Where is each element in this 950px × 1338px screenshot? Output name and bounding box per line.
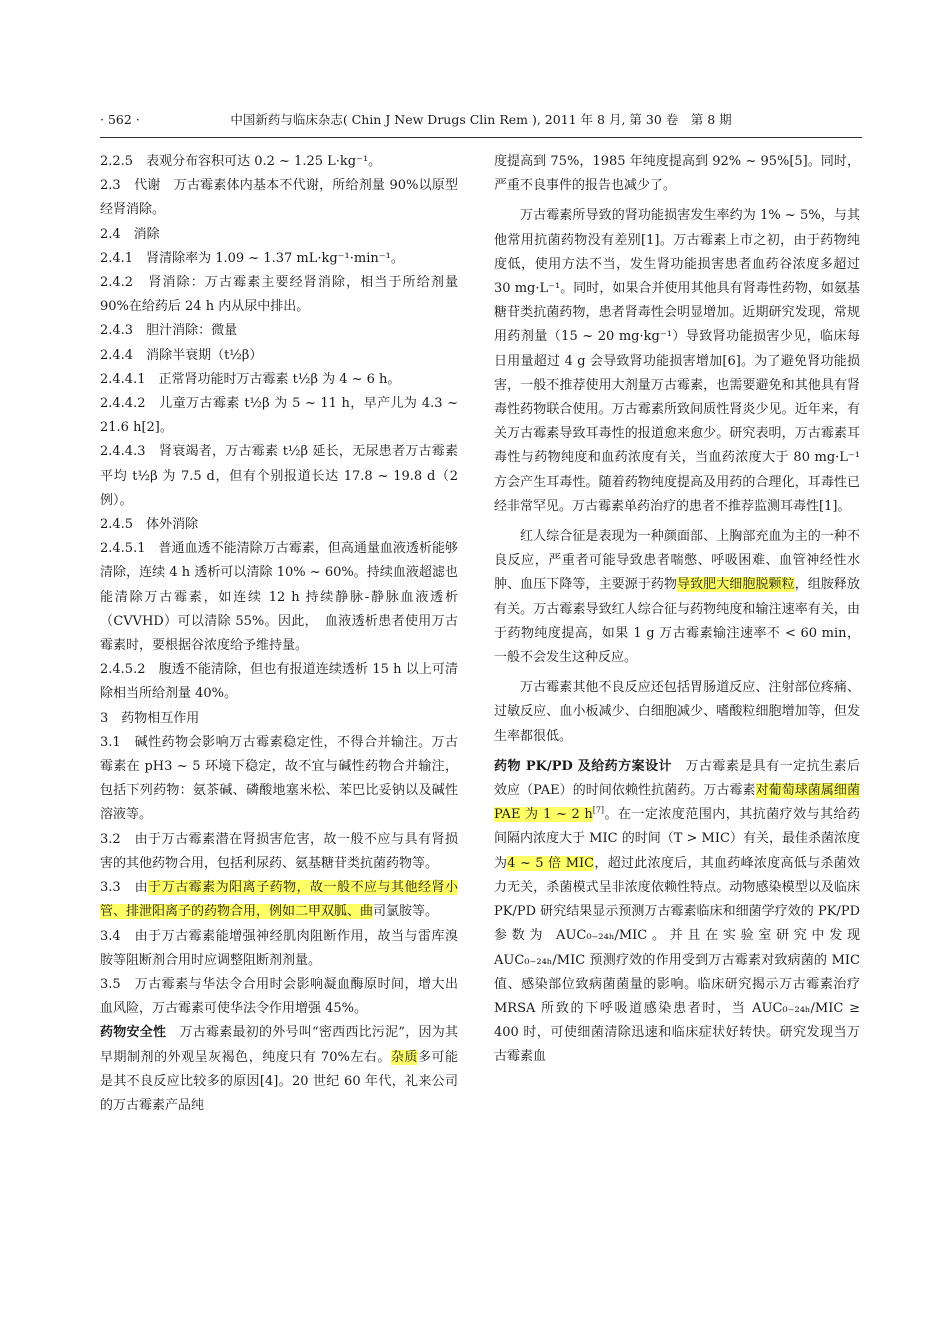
- section-3-4: 3.4 由于万古霉素能增强神经肌肉阻断作用，故当与雷库溴胺等阻断剂合用时应调整阻断剂剂量。: [100, 928, 458, 968]
- section-2-4-4: 2.4.4 消除半衰期（t½β）: [100, 347, 263, 363]
- section-3: 3 药物相互作用: [100, 710, 200, 726]
- highlight-mast-cell: 导致肥大细胞脱颗粒: [677, 577, 795, 593]
- page-number: · 562 ·: [100, 112, 140, 127]
- section-2-4-5-2: 2.4.5.2 腹透不能清除，但也有报道连续透析 15 h 以上可清除相当所给剂量 40%。: [100, 662, 458, 702]
- section-2-4-1: 2.4.1 肾清除率为 1.09 ~ 1.37 mL·kg⁻¹·min⁻¹。: [100, 250, 404, 266]
- highlight-impurity: 杂质: [390, 1049, 418, 1065]
- highlight-mic: 4 ~ 5 倍 MIC: [507, 855, 595, 871]
- section-2-4-4-3: 2.4.4.3 肾衰竭者，万古霉素 t½β 延长，无尿患者万古霉素平均 t½β 为 7.5 d，但有个别报道长达 17.8 ~ 19.8 d（2 例）。: [100, 444, 458, 508]
- section-2-4-4-2: 2.4.4.2 儿童万古霉素 t½β 为 5 ~ 11 h，早产儿为 4.3 ~ 21.6 h[2]。: [100, 396, 458, 436]
- left-column: [100, 150, 458, 1118]
- section-2-4-5: 2.4.5 体外消除: [100, 517, 199, 533]
- journal-title: 中国新药与临床杂志( Chin J New Drugs Clin Rem ), 2011 年 8 月, 第 30 卷 第 8 期: [230, 112, 732, 127]
- other-adverse-paragraph: 万古霉素其他不良反应还包括胃肠道反应、注射部位疼痛、过敏反应、血小板减少、白细胞减少、嗜酸粒细胞增加等，但发生率都很低。: [494, 680, 860, 744]
- highlight-pae: 对葡萄球菌属细菌 PAE 为 1 ~ 2 h: [494, 783, 860, 823]
- section-3-3: 3.3 由于万古霉素为阳离子药物，故一般不应与其他经肾小管、排泄阳离子的药物合用，例如二甲双胍、曲司氯胺等。: [100, 880, 458, 920]
- drug-safety-paragraph: 药物安全性 万古霉素最初的外号叫“密西西比污泥”，因为其早期制剂的外观呈灰褐色，纯度只有 70%左右。杂质多可能是其不良反应比较多的原因[4]。20 世纪 60 年代，礼来公司的万古霉素产品纯: [100, 1025, 458, 1113]
- section-2-4-2: 2.4.2 肾消除：万古霉素主要经肾消除，相当于所给剂量 90%在给药后 24 h 内从尿中排出。: [100, 275, 458, 315]
- section-3-5: 3.5 万古霉素与华法令合用时会影响凝血酶原时间，增大出血风险，万古霉素可使华法令作用增强 45%。: [100, 976, 458, 1017]
- section-2-3: 2.3 代谢 万古霉素体内基本不代谢，所给剂量 90%以原型经肾消除。: [100, 178, 458, 218]
- section-2-2-5: 2.2.5 表观分布容积可达 0.2 ~ 1.25 L·kg⁻¹。: [100, 154, 382, 169]
- purity-paragraph: 度提高到 75%，1985 年纯度提高到 92% ~ 95%[5]。同时，严重不良事件的报告也减少了。: [494, 154, 860, 194]
- page-header: [100, 110, 862, 130]
- drug-safety-heading: 药物安全性: [100, 1025, 167, 1041]
- reference-7: [7]: [592, 805, 605, 815]
- section-2-4-4-1: 2.4.4.1 正常肾功能时万古霉素 t½β 为 4 ~ 6 h。: [100, 371, 401, 387]
- red-man-syndrome-paragraph: 红人综合征是表现为一种颜面部、上胸部充血为主的一种不良反应，严重者可能导致患者喘憋、呼吸困难、血管神经性水肿、血压下降等，主要源于药物导致肥大细胞脱颗粒，组胺释放有关。万古霉素导致红人综合征与药物纯度和输注速率有关，由于药物纯度提高，如果 1 g 万古霉素输注速率不 < 60 min，一般不会发生这种反应。: [494, 529, 860, 666]
- header-rule: [100, 137, 862, 138]
- section-2-4-5-1: 2.4.5.1 普通血透不能清除万古霉素，但高通量血液透析能够清除，连续 4 h 透析可以清除 10% ~ 60%。持续血液超滤也能清除万古霉素，如连续 12 h 持续静脉-静脉血液透析（CVVHD）可以清除 55%。因此， 血液透析患者使用万古霉素时，要根据谷浓度给予维持量。: [100, 541, 458, 654]
- pkpd-heading: 药物 PK/PD 及给药方案设计: [494, 758, 672, 774]
- right-column: [494, 150, 860, 1070]
- pkpd-paragraph: 药物 PK/PD 及给药方案设计 万古霉素是具有一定抗生素后效应（PAE）的时间依赖性抗菌药。万古霉素对葡萄球菌属细菌 PAE 为 1 ~ 2 h[7]。在一定浓度范围内，其抗菌疗效与其给药间隔内浓度大于 MIC 的时间（T > MIC）有关，最佳杀菌浓度为4 ~ 5 倍 MIC，超过此浓度后，其血药峰浓度高低与杀菌效力无关，杀菌模式呈非浓度依赖性特点。动物感染模型以及临床 PK/PD 研究结果显示预测万古霉素临床和细菌学疗效的 PK/PD 参数为 AUC₀₋₂₄ₕ/MIC。并且在实验室研究中发现 AUC₀₋₂₄ₕ/MIC 预测疗效的作用受到万古霉素对致病菌的 MIC 值、感染部位致病菌菌量的影响。临床研究揭示万古霉素治疗 MRSA 所致的下呼吸道感染患者时，当 AUC₀₋₂₄ₕ/MIC ≥ 400 时，可使细菌清除迅速和临床症状好转快。研究发现当万古霉素血: [494, 758, 860, 1065]
- section-3-1: 3.1 碱性药物会影响万古霉素稳定性，不得合并输注。万古霉素在 pH3 ~ 5 环境下稳定，故不宜与碱性药物合并输注，包括下列药物：氨茶碱、磷酸地塞米松、苯巴比妥钠以及碱性溶液等。: [100, 734, 458, 823]
- section-2-4: 2.4 消除: [100, 226, 160, 242]
- nephrotoxicity-paragraph: 万古霉素所导致的肾功能损害发生率约为 1% ~ 5%，与其他常用抗菌药物没有差别[1]。万古霉素上市之初，由于药物纯度低，使用方法不当，发生肾功能损害患者血药谷浓度多超过 30 mg·L⁻¹。同时，如果合并使用其他具有肾毒性药物，如氨基糖苷类抗菌药物，患者肾毒性会明显增加。近期研究发现，常规用药剂量（15 ~ 20 mg·kg⁻¹）导致肾功能损害少见，临床每日用量超过 4 g 会导致肾功能损害增加[6]。为了避免肾功能损害，一般不推荐使用大剂量万古霉素，也需要避免和其他具有肾毒性药物联合使用。万古霉素所致间质性肾炎少见。近年来，有关万古霉素导致耳毒性的报道愈来愈少。研究表明，万古霉素耳毒性与药物纯度和血药浓度有关，当血药浓度大于 80 mg·L⁻¹ 方会产生耳毒性。随着药物纯度提高及用药的合理化，耳毒性已经非常罕见。万古霉素单药治疗的患者不推荐监测耳毒性[1]。: [494, 208, 860, 514]
- section-3-2: 3.2 由于万古霉素潜在肾损害危害，故一般不应与具有肾损害的其他药物合用，包括利尿药、氨基糖苷类抗菌药物等。: [100, 831, 458, 871]
- section-2-4-3: 2.4.3 胆汁消除：微量: [100, 323, 238, 339]
- highlight-cation-drugs: 于万古霉素为阳离子药物，故一般不应与其他经肾小管、排泄阳离子的药物合用，例如二甲双胍、曲: [100, 880, 458, 920]
